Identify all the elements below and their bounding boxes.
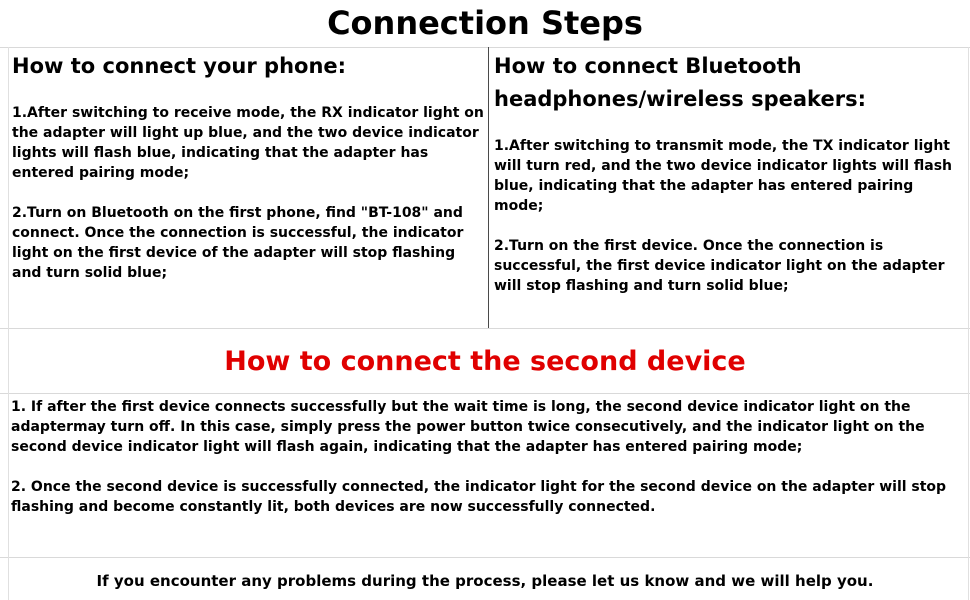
divider-above-footer	[0, 557, 970, 558]
left-border	[8, 47, 9, 600]
divider-above-second-steps	[0, 393, 970, 394]
divider-under-title	[0, 47, 970, 48]
second-device-steps	[11, 397, 963, 517]
phone-step-1: 1.After switching to receive mode, the RX indicator light on the adapter will light up blue, and the two device indicator lights will flash blue, indicating that the adapter has entered pairing mode;	[12, 105, 484, 181]
second-device-step-1: 1. If after the first device connects successfully but the wait time is long, the second device indicator light on the adaptermay turn off. In this case, simply press the power button twice consecutively, and the indicator light on the second device indicator light will flash again, indicating that the adapter has entered pairing mode;	[11, 399, 925, 455]
headphones-step-2: 2.Turn on the first device. Once the connection is successful, the first device indicator light on the adapter will stop flashing and turn solid blue;	[494, 238, 945, 294]
phone-step-2: 2.Turn on Bluetooth on the first phone, find "BT-108" and connect. Once the connection is successful, the indicator light on the first device of the adapter will stop flashing and turn solid blue;	[12, 205, 464, 281]
headphones-step-1: 1.After switching to transmit mode, the TX indicator light will turn red, and the two device indicator lights will flash blue, indicating that the adapter has entered pairing mode;	[494, 138, 953, 214]
right-border	[968, 47, 969, 600]
divider-under-columns	[0, 328, 970, 329]
headphones-section	[494, 50, 962, 296]
headphones-heading: How to connect Bluetooth headphones/wireless speakers:	[494, 54, 866, 111]
phone-heading: How to connect your phone:	[12, 54, 347, 78]
divider-columns	[488, 47, 489, 329]
page-title: Connection Steps	[327, 4, 643, 42]
second-device-step-2: 2. Once the second device is successfully connected, the indicator light for the second device on the adapter will stop flashing and become constantly lit, both devices are now successfully connected.	[11, 479, 947, 515]
second-device-heading: How to connect the second device	[224, 346, 746, 377]
footer-note: If you encounter any problems during the process, please let us know and we will help you.	[96, 572, 874, 590]
phone-section	[12, 50, 486, 283]
